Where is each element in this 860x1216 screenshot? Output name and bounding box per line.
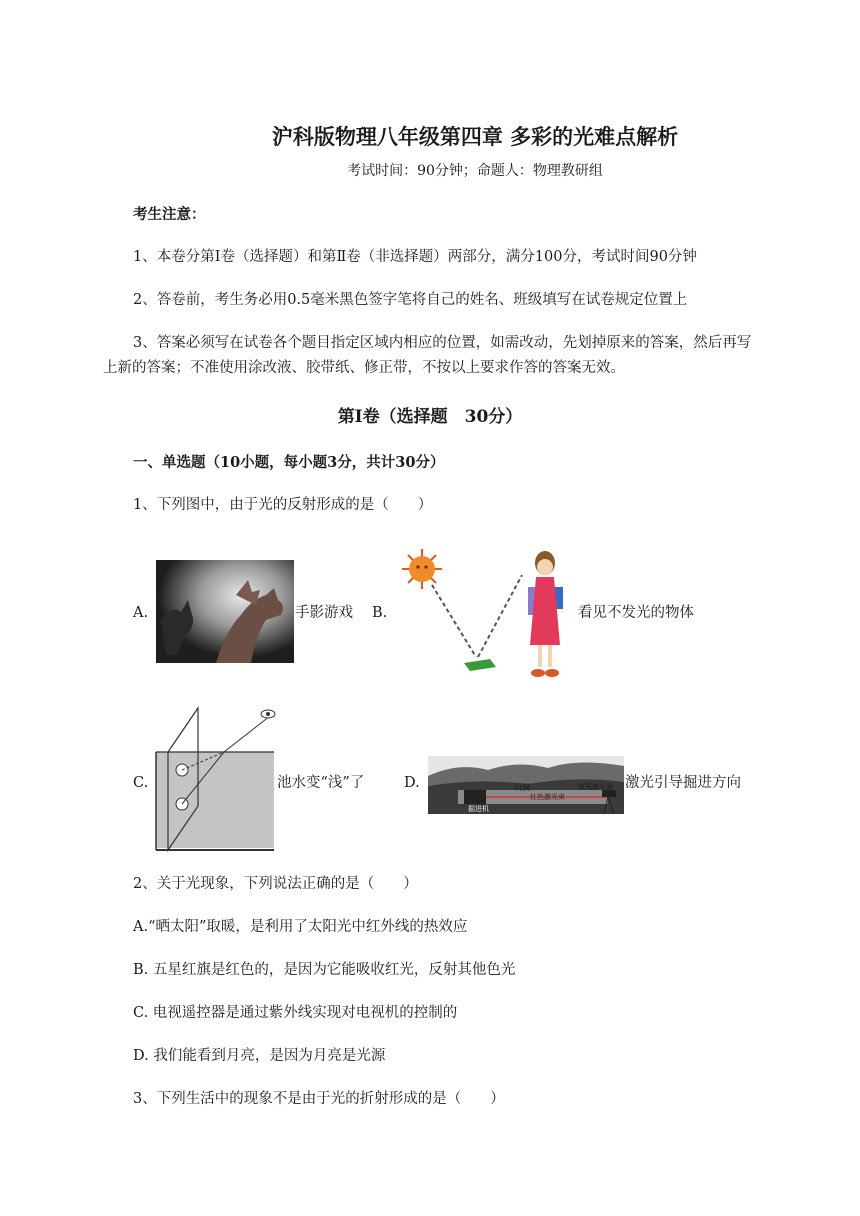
option-a-caption: 手影游戏 (295, 605, 353, 621)
page-title: 沪科版物理八年级第四章 多彩的光难点解析 (271, 124, 679, 149)
q2-option-b: B. 五星红旗是红色的，是因为它能吸收红光，反射其他色光 (133, 962, 516, 978)
part-heading: 一、单选题（10小题，每小题3分，共计30分） (133, 454, 445, 471)
q2-option-d: D. 我们能看到月亮，是因为月亮是光源 (133, 1048, 386, 1064)
option-b-letter: B. (372, 605, 388, 621)
hand-shadow-photo (156, 560, 294, 663)
label-machine: 掘进机 (468, 805, 489, 813)
question-2-stem: 2、关于光现象，下列说法正确的是（ ） (133, 876, 418, 892)
tunnel-laser-photo (428, 756, 624, 814)
question-1-stem: 1、下列图中，由于光的反射形成的是（ ） (133, 497, 433, 513)
section-title: 第Ⅰ卷（选择题 30分） (337, 407, 523, 427)
option-d-caption: 激光引导掘进方向 (625, 775, 741, 791)
option-c-caption: 池水变“浅”了 (277, 775, 365, 791)
option-b-caption: 看见不发光的物体 (578, 605, 694, 621)
option-a-letter: A. (133, 605, 149, 621)
question-3-stem: 3、下列生活中的现象不是由于光的折射形成的是（ ） (133, 1091, 505, 1107)
option-d-letter: D. (404, 775, 420, 791)
sun-icon (402, 549, 442, 589)
girl-reading-figure (398, 545, 576, 685)
label-cave: 山洞 (514, 783, 530, 792)
option-c-letter: C. (133, 775, 149, 791)
label-laser: 氦氖激光器 (578, 783, 613, 791)
notice-item-1: 1、本卷分第Ⅰ卷（选择题）和第Ⅱ卷（非选择题）两部分，满分100分，考试时间90分钟 (133, 249, 697, 265)
eye-icon (261, 710, 275, 718)
q2-option-c: C. 电视遥控器是通过紫外线实现对电视机的控制的 (133, 1005, 458, 1021)
pool-refraction-diagram (152, 704, 276, 852)
notice-item-3: 3、答案必须写在试卷各个题目指定区域内相应的位置，如需改动，先划掉原来的答案，然后再写 (133, 335, 752, 351)
notice-item-3-cont: 上新的答案；不准使用涂改液、胶带纸、修正带，不按以上要求作答的答案无效。 (103, 360, 625, 376)
exam-info: 考试时间：90分钟；命题人：物理教研组 (347, 163, 603, 179)
notice-heading: 考生注意： (133, 206, 206, 223)
label-beam: 红色激光束 (530, 793, 565, 801)
q2-option-a: A.“晒太阳”取暖，是利用了太阳光中红外线的热效应 (133, 919, 468, 935)
notice-item-2: 2、答卷前，考生务必用0.5毫米黑色签字笔将自己的姓名、班级填写在试卷规定位置上 (133, 292, 688, 308)
